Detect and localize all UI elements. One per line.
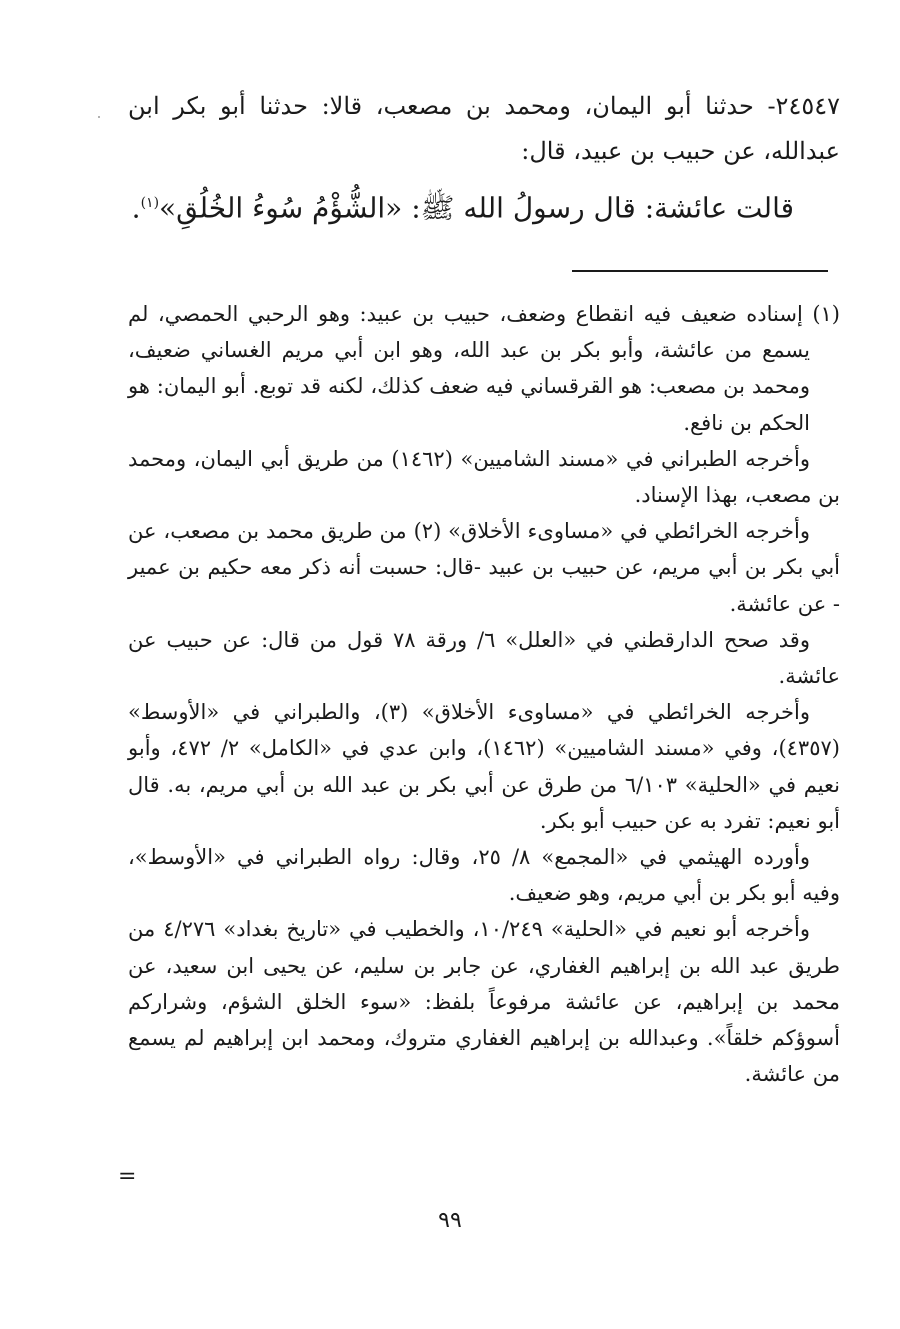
scan-speck <box>98 116 100 118</box>
matn-intro: قالت عائشة: قال رسولُ الله ﷺ: <box>411 191 794 225</box>
footnote-paragraph: وأخرجه الخرائطي في «مساوىء الأخلاق» (٣)، والطبراني في «الأوسط» (٤٣٥٧)، وفي «مسند الشاميين» (١٤٦٢)، وابن عدي في «الكامل» ٢/ ٤٧٢، وأبو نعيم في «الحلية» ٦/١٠٣ من طرق عن أبي بكر بن عبد الله بن أبي مريم، به. قال أبو نعيم: تفرد به عن حبيب أبو بكر. <box>128 700 841 833</box>
hadith-isnad <box>128 84 840 174</box>
hadith-matn <box>128 178 840 233</box>
footnote-paragraph: وأخرجه الخرائطي في «مساوىء الأخلاق» (٢) من طريق محمد بن مصعب، عن أبي بكر بن أبي مريم، عن حبيب بن عبيد -قال: حسبت أنه ذكر معه حكيم بن عمير - عن عائشة. <box>128 519 840 616</box>
footnote-paragraph: وقد صحح الدارقطني في «العلل» ٦/ ورقة ٧٨ قول من قال: عن حبيب عن عائشة. <box>128 627 840 689</box>
page-number: ٩٩ <box>438 1208 462 1233</box>
hadith-number: ٢٤٥٤٧- <box>767 92 840 120</box>
footnotes-section <box>128 296 840 1092</box>
footnote-paragraph: (١) إسناده ضعيف فيه انقطاع وضعف، حبيب بن عبيد: وهو الرحبي الحمصي، لم يسمع من عائشة، وأبو بكر بن عبد الله، وهو ابن أبي مريم الغساني ضعيف، ومحمد بن مصعب: هو القرقساني فيه ضعف كذلك، لكنه قد توبع. أبو اليمان: هو الحكم بن نافع. <box>128 302 840 435</box>
matn-quote: «الشُّؤْمُ سُوءُ الخُلُقِ» <box>159 191 403 225</box>
footnote-paragraph: وأخرجه أبو نعيم في «الحلية» ١٠/٢٤٩، والخطيب في «تاريخ بغداد» ٤/٢٧٦ من طريق عبد الله بن إبراهيم الغفاري، عن جابر بن سليم، عن يحيى ابن سعيد، عن محمد بن إبراهيم، عن عائشة مرفوعاً بلفظ: «سوء الخلق الشؤم، وشراركم أسوؤكم خلقاً». وعبدالله بن إبراهيم الغفاري متروك، ومحمد ابن إبراهيم لم يسمع من عائشة. <box>128 917 840 1087</box>
footnote-divider <box>572 270 828 272</box>
hadith-block <box>128 84 840 233</box>
footnote-paragraph: وأورده الهيثمي في «المجمع» ٨/ ٢٥، وقال: رواه الطبراني في «الأوسط»، وفيه أبو بكر بن أبي مريم، وهو ضعيف. <box>128 845 840 906</box>
isnad-text: حدثنا أبو اليمان، ومحمد بن مصعب، قالا: حدثنا أبو بكر ابن عبدالله، عن حبيب بن عبيد، قال: <box>128 92 840 165</box>
footnote-reference: (١) <box>140 195 160 211</box>
footnote-paragraph: وأخرجه الطبراني في «مسند الشاميين» (١٤٦٢) من طريق أبي اليمان، ومحمد بن مصعب، بهذا الإسناد. <box>128 446 840 508</box>
continuation-mark: = <box>118 1164 137 1189</box>
matn-end-mark: . <box>131 191 141 225</box>
